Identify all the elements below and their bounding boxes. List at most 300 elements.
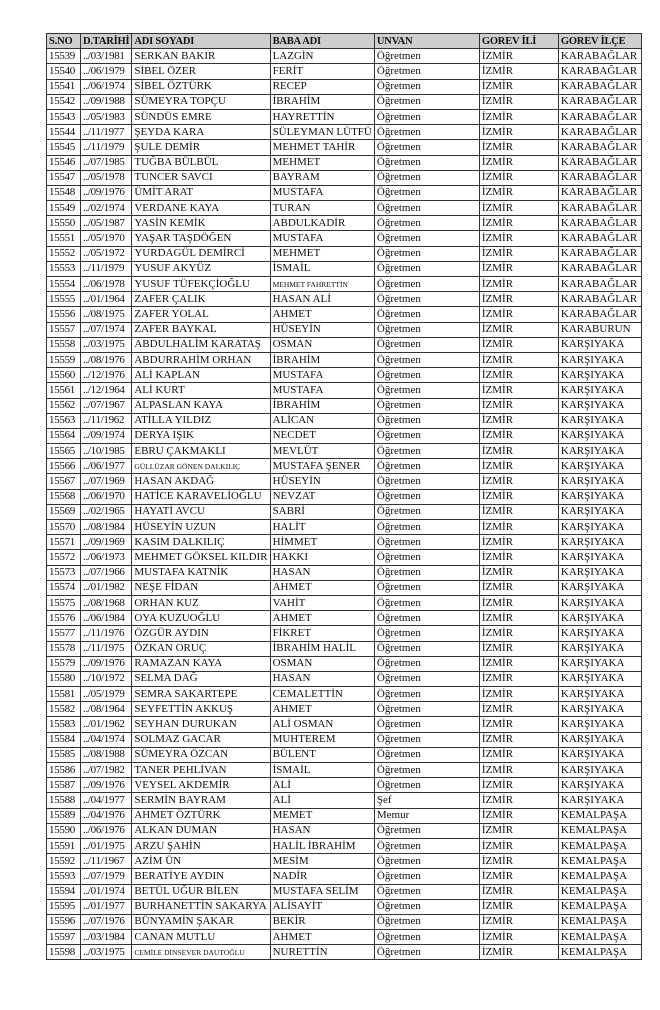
cell-title: Öğretmen — [374, 201, 479, 216]
cell-full-name: NEŞE FİDAN — [132, 580, 270, 595]
table-row — [47, 884, 642, 899]
cell-father-name: BÜLENT — [270, 747, 374, 762]
cell-province: İZMİR — [479, 717, 558, 732]
cell-sno: 15562 — [47, 398, 81, 413]
cell-district: KARABAĞLAR — [558, 109, 641, 124]
cell-province: İZMİR — [479, 201, 558, 216]
cell-title: Öğretmen — [374, 64, 479, 79]
header-birth-date: D.TARİHİ — [81, 34, 132, 49]
cell-province: İZMİR — [479, 641, 558, 656]
cell-sno: 15586 — [47, 763, 81, 778]
cell-father-name: MUSTAFA — [270, 368, 374, 383]
cell-sno: 15558 — [47, 337, 81, 352]
cell-province: İZMİR — [479, 444, 558, 459]
cell-title: Öğretmen — [374, 231, 479, 246]
cell-birth-date: ../01/1974 — [81, 884, 132, 899]
cell-father-name: İBRAHİM — [270, 398, 374, 413]
table-row — [47, 504, 642, 519]
header-title: UNVAN — [374, 34, 479, 49]
cell-birth-date: ../05/1978 — [81, 170, 132, 185]
table-row — [47, 444, 642, 459]
cell-sno: 15553 — [47, 261, 81, 276]
cell-province: İZMİR — [479, 292, 558, 307]
table-row — [47, 808, 642, 823]
table-row — [47, 94, 642, 109]
cell-father-name: HASAN — [270, 565, 374, 580]
cell-full-name: ÖZKAN ORUÇ — [132, 641, 270, 656]
cell-full-name: GÜLLÜZAR GÖNEN DALKILIÇ — [132, 459, 270, 474]
cell-district: KARŞIYAKA — [558, 611, 641, 626]
cell-district: KARŞIYAKA — [558, 337, 641, 352]
cell-district: KEMALPAŞA — [558, 838, 641, 853]
cell-province: İZMİR — [479, 185, 558, 200]
cell-district: KEMALPAŞA — [558, 945, 641, 960]
table-row — [47, 489, 642, 504]
cell-sno: 15569 — [47, 504, 81, 519]
cell-birth-date: ../10/1972 — [81, 671, 132, 686]
table-row — [47, 656, 642, 671]
cell-father-name: OSMAN — [270, 656, 374, 671]
cell-sno: 15566 — [47, 459, 81, 474]
cell-district: KARABAĞLAR — [558, 231, 641, 246]
cell-birth-date: ../07/1976 — [81, 914, 132, 929]
cell-sno: 15575 — [47, 595, 81, 610]
cell-title: Öğretmen — [374, 626, 479, 641]
table-row — [47, 550, 642, 565]
cell-father-name: MEHMET — [270, 246, 374, 261]
cell-full-name: YURDAGÜL DEMİRCİ — [132, 246, 270, 261]
cell-title: Öğretmen — [374, 914, 479, 929]
cell-province: İZMİR — [479, 565, 558, 580]
cell-sno: 15561 — [47, 383, 81, 398]
cell-province: İZMİR — [479, 793, 558, 808]
cell-birth-date: ../03/1981 — [81, 49, 132, 64]
cell-birth-date: ../07/1966 — [81, 565, 132, 580]
cell-sno: 15598 — [47, 945, 81, 960]
cell-father-name: MEHMET FAHRETTİN — [270, 277, 374, 292]
cell-title: Öğretmen — [374, 368, 479, 383]
cell-full-name: TUNCER SAVCI — [132, 170, 270, 185]
cell-full-name: HATİCE KARAVELİOĞLU — [132, 489, 270, 504]
table-row — [47, 261, 642, 276]
cell-full-name: TUĞBA BÜLBÜL — [132, 155, 270, 170]
cell-district: KARŞIYAKA — [558, 459, 641, 474]
table-row — [47, 398, 642, 413]
table-row — [47, 945, 642, 960]
cell-father-name: AHMET — [270, 580, 374, 595]
cell-province: İZMİR — [479, 838, 558, 853]
cell-birth-date: ../08/1984 — [81, 520, 132, 535]
cell-title: Öğretmen — [374, 565, 479, 580]
cell-sno: 15589 — [47, 808, 81, 823]
cell-full-name: CEMİLE DİNSEVER DAUTOĞLU — [132, 945, 270, 960]
cell-father-name: FERİT — [270, 64, 374, 79]
cell-birth-date: ../07/1979 — [81, 869, 132, 884]
table-row — [47, 747, 642, 762]
cell-district: KARŞIYAKA — [558, 763, 641, 778]
cell-district: KARABAĞLAR — [558, 49, 641, 64]
cell-province: İZMİR — [479, 884, 558, 899]
cell-full-name: ÖZGÜR AYDIN — [132, 626, 270, 641]
cell-sno: 15557 — [47, 322, 81, 337]
cell-sno: 15564 — [47, 428, 81, 443]
cell-province: İZMİR — [479, 277, 558, 292]
cell-birth-date: ../09/1976 — [81, 778, 132, 793]
cell-sno: 15560 — [47, 368, 81, 383]
cell-birth-date: ../06/1973 — [81, 550, 132, 565]
cell-birth-date: ../08/1968 — [81, 595, 132, 610]
cell-title: Öğretmen — [374, 656, 479, 671]
cell-district: KARABAĞLAR — [558, 261, 641, 276]
cell-full-name: ABDURRAHİM ORHAN — [132, 352, 270, 367]
cell-full-name: SERMİN BAYRAM — [132, 793, 270, 808]
cell-father-name: BAYRAM — [270, 170, 374, 185]
cell-birth-date: ../06/1984 — [81, 611, 132, 626]
cell-sno: 15554 — [47, 277, 81, 292]
cell-district: KARABAĞLAR — [558, 246, 641, 261]
cell-district: KEMALPAŞA — [558, 823, 641, 838]
cell-district: KARABAĞLAR — [558, 216, 641, 231]
cell-father-name: ALİSAYİT — [270, 899, 374, 914]
table-row — [47, 155, 642, 170]
cell-sno: 15547 — [47, 170, 81, 185]
cell-birth-date: ../01/1982 — [81, 580, 132, 595]
table-row — [47, 869, 642, 884]
cell-province: İZMİR — [479, 611, 558, 626]
header-father-name: BABA ADI — [270, 34, 374, 49]
cell-title: Öğretmen — [374, 170, 479, 185]
cell-full-name: ALİ KAPLAN — [132, 368, 270, 383]
table-row — [47, 292, 642, 307]
table-row — [47, 246, 642, 261]
cell-birth-date: ../04/1977 — [81, 793, 132, 808]
cell-province: İZMİR — [479, 322, 558, 337]
cell-title: Öğretmen — [374, 398, 479, 413]
cell-title: Öğretmen — [374, 94, 479, 109]
cell-title: Öğretmen — [374, 930, 479, 945]
cell-district: KARŞIYAKA — [558, 580, 641, 595]
cell-father-name: NADİR — [270, 869, 374, 884]
cell-title: Öğretmen — [374, 899, 479, 914]
cell-birth-date: ../03/1975 — [81, 945, 132, 960]
table-row — [47, 383, 642, 398]
cell-full-name: CANAN MUTLU — [132, 930, 270, 945]
table-row — [47, 170, 642, 185]
table-row — [47, 535, 642, 550]
header-district: GOREV İLÇE — [558, 34, 641, 49]
cell-province: İZMİR — [479, 398, 558, 413]
table-row — [47, 428, 642, 443]
cell-full-name: HASAN AKDAĞ — [132, 474, 270, 489]
cell-title: Öğretmen — [374, 717, 479, 732]
cell-birth-date: ../02/1965 — [81, 504, 132, 519]
cell-father-name: RECEP — [270, 79, 374, 94]
cell-title: Öğretmen — [374, 611, 479, 626]
cell-title: Öğretmen — [374, 292, 479, 307]
cell-father-name: ALİ — [270, 778, 374, 793]
cell-birth-date: ../07/1974 — [81, 322, 132, 337]
cell-birth-date: ../01/1962 — [81, 717, 132, 732]
cell-district: KARABAĞLAR — [558, 292, 641, 307]
cell-province: İZMİR — [479, 626, 558, 641]
cell-title: Öğretmen — [374, 550, 479, 565]
cell-sno: 15555 — [47, 292, 81, 307]
cell-province: İZMİR — [479, 155, 558, 170]
cell-province: İZMİR — [479, 823, 558, 838]
cell-sno: 15541 — [47, 79, 81, 94]
cell-sno: 15587 — [47, 778, 81, 793]
cell-full-name: SÜMEYRA TOPÇU — [132, 94, 270, 109]
cell-sno: 15543 — [47, 109, 81, 124]
cell-birth-date: ../05/1979 — [81, 687, 132, 702]
cell-title: Öğretmen — [374, 337, 479, 352]
cell-province: İZMİR — [479, 747, 558, 762]
cell-district: KEMALPAŞA — [558, 808, 641, 823]
cell-father-name: HAKKI — [270, 550, 374, 565]
cell-sno: 15567 — [47, 474, 81, 489]
table-row — [47, 671, 642, 686]
cell-father-name: SABRİ — [270, 504, 374, 519]
table-row — [47, 201, 642, 216]
cell-district: KARŞIYAKA — [558, 641, 641, 656]
cell-full-name: BETÜL UĞUR BİLEN — [132, 884, 270, 899]
cell-title: Öğretmen — [374, 838, 479, 853]
cell-sno: 15550 — [47, 216, 81, 231]
cell-full-name: ALPASLAN KAYA — [132, 398, 270, 413]
cell-province: İZMİR — [479, 869, 558, 884]
cell-birth-date: ../09/1988 — [81, 94, 132, 109]
cell-birth-date: ../05/1972 — [81, 246, 132, 261]
cell-province: İZMİR — [479, 580, 558, 595]
cell-sno: 15578 — [47, 641, 81, 656]
cell-father-name: NECDET — [270, 428, 374, 443]
cell-title: Öğretmen — [374, 474, 479, 489]
cell-birth-date: ../08/1975 — [81, 307, 132, 322]
cell-full-name: BERATİYE AYDIN — [132, 869, 270, 884]
cell-district: KARŞIYAKA — [558, 732, 641, 747]
cell-province: İZMİR — [479, 352, 558, 367]
cell-district: KARABAĞLAR — [558, 155, 641, 170]
cell-full-name: MUSTAFA KATNİK — [132, 565, 270, 580]
cell-province: İZMİR — [479, 216, 558, 231]
cell-full-name: SİBEL ÖZTÜRK — [132, 79, 270, 94]
cell-full-name: MEHMET GÖKSEL KILDIR — [132, 550, 270, 565]
cell-province: İZMİR — [479, 595, 558, 610]
cell-title: Memur — [374, 808, 479, 823]
cell-sno: 15576 — [47, 611, 81, 626]
cell-sno: 15591 — [47, 838, 81, 853]
cell-sno: 15552 — [47, 246, 81, 261]
cell-father-name: MUSTAFA — [270, 185, 374, 200]
cell-sno: 15577 — [47, 626, 81, 641]
cell-district: KARŞIYAKA — [558, 595, 641, 610]
cell-birth-date: ../11/1979 — [81, 261, 132, 276]
cell-sno: 15549 — [47, 201, 81, 216]
cell-birth-date: ../05/1970 — [81, 231, 132, 246]
cell-district: KEMALPAŞA — [558, 899, 641, 914]
cell-province: İZMİR — [479, 337, 558, 352]
cell-province: İZMİR — [479, 428, 558, 443]
cell-district: KARŞIYAKA — [558, 671, 641, 686]
cell-father-name: SÜLEYMAN LÜTFÜ — [270, 125, 374, 140]
cell-father-name: TURAN — [270, 201, 374, 216]
header-sno: S.NO — [47, 34, 81, 49]
cell-sno: 15539 — [47, 49, 81, 64]
cell-sno: 15545 — [47, 140, 81, 155]
cell-birth-date: ../07/1985 — [81, 155, 132, 170]
cell-birth-date: ../01/1977 — [81, 899, 132, 914]
table-row — [47, 899, 642, 914]
cell-district: KARABAĞLAR — [558, 201, 641, 216]
cell-title: Öğretmen — [374, 428, 479, 443]
cell-full-name: SEYHAN DURUKAN — [132, 717, 270, 732]
table-row — [47, 140, 642, 155]
cell-birth-date: ../11/1976 — [81, 626, 132, 641]
cell-title: Öğretmen — [374, 216, 479, 231]
cell-title: Öğretmen — [374, 869, 479, 884]
cell-province: İZMİR — [479, 945, 558, 960]
cell-full-name: RAMAZAN KAYA — [132, 656, 270, 671]
table-row — [47, 580, 642, 595]
cell-province: İZMİR — [479, 49, 558, 64]
cell-birth-date: ../07/1967 — [81, 398, 132, 413]
cell-father-name: HASAN ALİ — [270, 292, 374, 307]
cell-district: KARŞIYAKA — [558, 626, 641, 641]
cell-district: KARŞIYAKA — [558, 368, 641, 383]
cell-sno: 15594 — [47, 884, 81, 899]
table-header-row — [47, 34, 642, 49]
cell-full-name: SEYFETTİN AKKUŞ — [132, 702, 270, 717]
cell-full-name: SÜNDÜS EMRE — [132, 109, 270, 124]
table-row — [47, 565, 642, 580]
cell-full-name: VERDANE KAYA — [132, 201, 270, 216]
table-row — [47, 687, 642, 702]
cell-birth-date: ../05/1987 — [81, 216, 132, 231]
cell-province: İZMİR — [479, 231, 558, 246]
cell-title: Öğretmen — [374, 763, 479, 778]
cell-title: Öğretmen — [374, 246, 479, 261]
cell-full-name: ALİ KURT — [132, 383, 270, 398]
cell-district: KARABAĞLAR — [558, 307, 641, 322]
cell-province: İZMİR — [479, 307, 558, 322]
cell-province: İZMİR — [479, 930, 558, 945]
cell-title: Öğretmen — [374, 945, 479, 960]
cell-sno: 15593 — [47, 869, 81, 884]
cell-full-name: AHMET ÖZTÜRK — [132, 808, 270, 823]
cell-district: KARABAĞLAR — [558, 125, 641, 140]
cell-sno: 15596 — [47, 914, 81, 929]
cell-province: İZMİR — [479, 808, 558, 823]
cell-father-name: MUSTAFA ŞENER — [270, 459, 374, 474]
cell-father-name: OSMAN — [270, 337, 374, 352]
cell-title: Öğretmen — [374, 79, 479, 94]
cell-father-name: ALİ OSMAN — [270, 717, 374, 732]
cell-sno: 15546 — [47, 155, 81, 170]
header-province: GOREV İLİ — [479, 34, 558, 49]
cell-birth-date: ../03/1984 — [81, 930, 132, 945]
cell-full-name: YUSUF AKYÜZ — [132, 261, 270, 276]
cell-sno: 15571 — [47, 535, 81, 550]
cell-father-name: VAHİT — [270, 595, 374, 610]
cell-full-name: EBRU ÇAKMAKLI — [132, 444, 270, 459]
cell-sno: 15584 — [47, 732, 81, 747]
cell-father-name: HÜSEYİN — [270, 474, 374, 489]
personnel-table — [46, 33, 642, 960]
cell-full-name: ALKAN DUMAN — [132, 823, 270, 838]
cell-district: KARABAĞLAR — [558, 64, 641, 79]
cell-full-name: SELMA DAĞ — [132, 671, 270, 686]
cell-province: İZMİR — [479, 899, 558, 914]
cell-father-name: HİMMET — [270, 535, 374, 550]
cell-province: İZMİR — [479, 778, 558, 793]
table-row — [47, 474, 642, 489]
table-row — [47, 459, 642, 474]
cell-birth-date: ../06/1976 — [81, 823, 132, 838]
cell-title: Öğretmen — [374, 322, 479, 337]
cell-birth-date: ../09/1976 — [81, 185, 132, 200]
cell-father-name: ALİCAN — [270, 413, 374, 428]
cell-district: KARŞIYAKA — [558, 352, 641, 367]
cell-title: Öğretmen — [374, 580, 479, 595]
cell-title: Öğretmen — [374, 307, 479, 322]
cell-full-name: SİBEL ÖZER — [132, 64, 270, 79]
cell-full-name: ATİLLA YILDIZ — [132, 413, 270, 428]
cell-father-name: HÜSEYİN — [270, 322, 374, 337]
cell-sno: 15574 — [47, 580, 81, 595]
cell-sno: 15540 — [47, 64, 81, 79]
cell-birth-date: ../07/1969 — [81, 474, 132, 489]
cell-title: Öğretmen — [374, 185, 479, 200]
cell-full-name: KASIM DALKILIÇ — [132, 535, 270, 550]
cell-district: KARŞIYAKA — [558, 520, 641, 535]
cell-title: Öğretmen — [374, 155, 479, 170]
cell-birth-date: ../11/1967 — [81, 854, 132, 869]
cell-sno: 15542 — [47, 94, 81, 109]
cell-district: KARABAĞLAR — [558, 140, 641, 155]
cell-sno: 15597 — [47, 930, 81, 945]
cell-district: KARŞIYAKA — [558, 398, 641, 413]
cell-province: İZMİR — [479, 383, 558, 398]
cell-province: İZMİR — [479, 94, 558, 109]
table-row — [47, 109, 642, 124]
cell-sno: 15583 — [47, 717, 81, 732]
cell-father-name: MEHMET TAHİR — [270, 140, 374, 155]
cell-birth-date: ../05/1983 — [81, 109, 132, 124]
cell-father-name: LAZGİN — [270, 49, 374, 64]
cell-province: İZMİR — [479, 732, 558, 747]
cell-father-name: MUSTAFA SELİM — [270, 884, 374, 899]
cell-title: Öğretmen — [374, 489, 479, 504]
cell-province: İZMİR — [479, 535, 558, 550]
cell-full-name: ÜMİT ARAT — [132, 185, 270, 200]
cell-full-name: HÜSEYİN UZUN — [132, 520, 270, 535]
table-row — [47, 930, 642, 945]
cell-district: KARŞIYAKA — [558, 702, 641, 717]
table-row — [47, 413, 642, 428]
table-row — [47, 79, 642, 94]
cell-district: KARŞIYAKA — [558, 656, 641, 671]
cell-father-name: HALİL İBRAHİM — [270, 838, 374, 853]
cell-birth-date: ../01/1975 — [81, 838, 132, 853]
cell-title: Öğretmen — [374, 520, 479, 535]
cell-province: İZMİR — [479, 170, 558, 185]
cell-title: Öğretmen — [374, 732, 479, 747]
cell-father-name: İBRAHİM — [270, 94, 374, 109]
cell-sno: 15548 — [47, 185, 81, 200]
cell-title: Öğretmen — [374, 884, 479, 899]
table-row — [47, 64, 642, 79]
cell-title: Öğretmen — [374, 641, 479, 656]
